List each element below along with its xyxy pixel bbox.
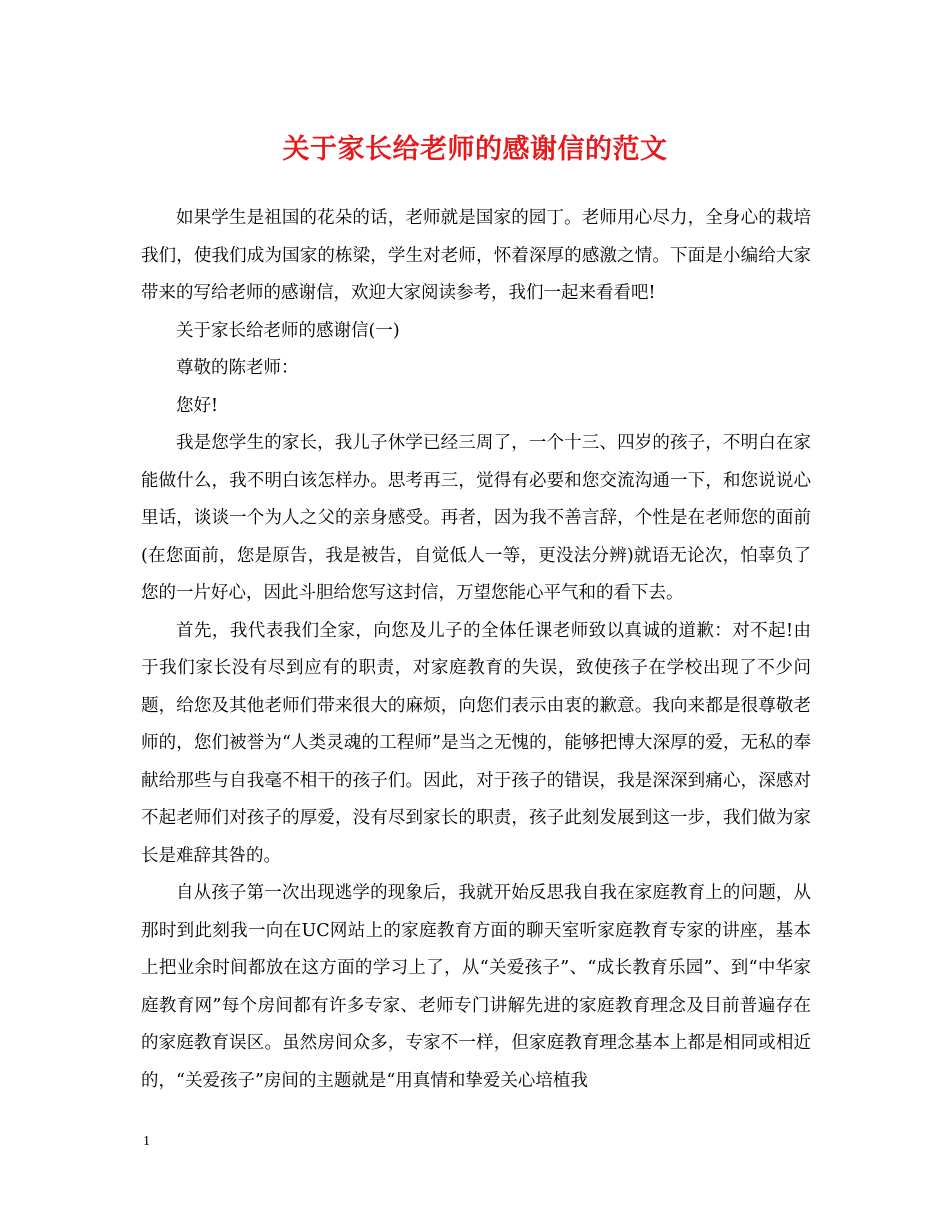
letter-heading: 关于家长给老师的感谢信(一) [176, 320, 400, 341]
letter-salutation: 尊敬的陈老师： [176, 358, 299, 378]
document-body [141, 200, 811, 1100]
document-title: 关于家长给老师的感谢信的范文 [282, 134, 668, 165]
letter-greeting: 您好! [176, 395, 219, 416]
letter-paragraph: 首先，我代表我们全家，向您及儿子的全体任课老师致以真诚的道歉：对不起!由于我们家长没有尽到应有的职责，对家庭教育的失误，致使孩子在学校出现了不少问题，给您及其他老师们带来很大的麻烦，向您们表示由衷的歉意。我向来都是很尊敬老师的，您们被誉为“人类灵魂的工程师”是当之无愧的，能够把博大深厚的爱，无私的奉献给那些与自我毫不相干的孩子们。因此，对于孩子的错误，我是深深到痛心，深感对不起老师们对孩子的厚爱，没有尽到家长的职责，孩子此刻发展到这一步，我们做为家长是难辞其咎的。 [141, 620, 811, 866]
letter-paragraph: 我是您学生的家长，我儿子休学已经三周了，一个十三、四岁的孩子，不明白在家能做什么，我不明白该怎样办。思考再三，觉得有必要和您交流沟通一下，和您说说心里话，谈谈一个为人之父的亲身感受。再者，因为我不善言辞，个性是在老师您的面前(在您面前，您是原告，我是被告，自觉低人一等，更没法分辨)就语无论次，怕辜负了您的一片好心，因此斗胆给您写这封信，万望您能心平气和的看下去。 [141, 433, 811, 603]
intro-paragraph: 如果学生是祖国的花朵的话，老师就是国家的园丁。老师用心尽力，全身心的栽培我们，使我们成为国家的栋梁，学生对老师，怀着深厚的感激之情。下面是小编给大家带来的写给老师的感谢信，欢迎大家阅读参考，我们一起来看看吧! [141, 208, 811, 303]
letter-paragraph: 自从孩子第一次出现逃学的现象后，我就开始反思我自我在家庭教育上的问题，从那时到此刻我一向在UC网站上的家庭教育方面的聊天室听家庭教育专家的讲座，基本上把业余时间都放在这方面的学习上了，从“关爱孩子”、“成长教育乐园”、到“中华家庭教育网”每个房间都有许多专家、老师专门讲解先进的家庭教育理念及目前普遍存在的家庭教育误区。虽然房间众多，专家不一样，但家庭教育理念基本上都是相同或相近的，“关爱孩子”房间的主题就是“用真情和挚爱关心培植我 [141, 883, 811, 1091]
page-number: 1 [143, 1134, 150, 1149]
